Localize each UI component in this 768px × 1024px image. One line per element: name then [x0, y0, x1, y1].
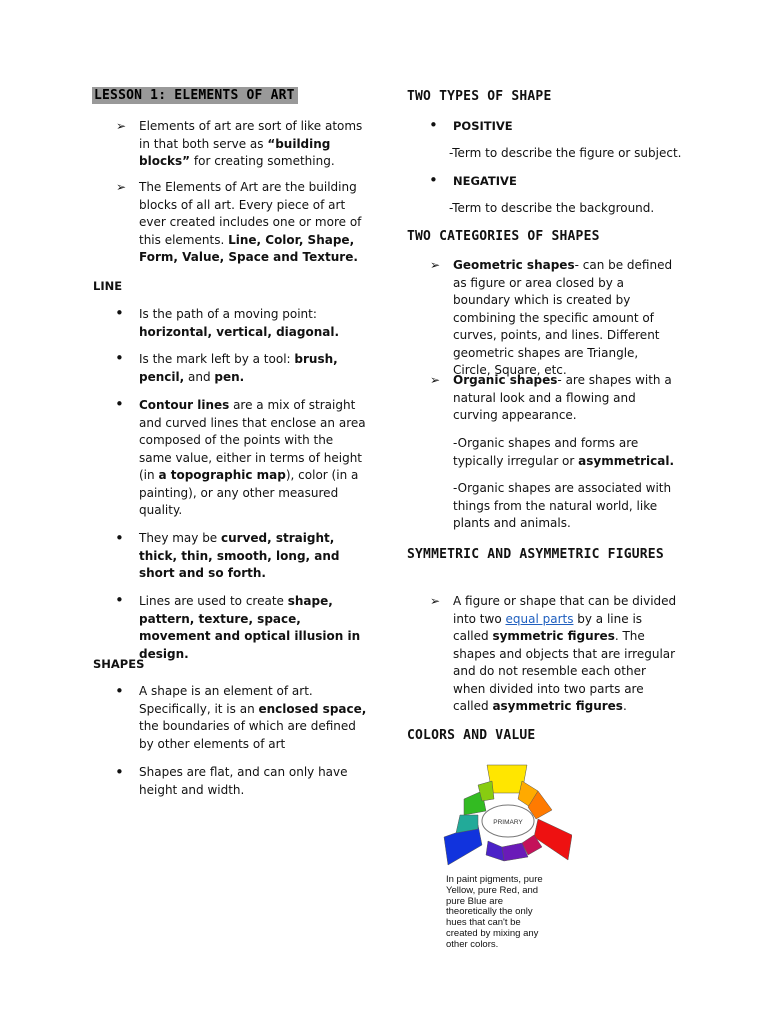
arrow-bullet-icon: ➢ — [430, 594, 441, 608]
bullet-icon: • — [429, 116, 438, 134]
intro-paragraph-2: The Elements of Art are the building blocks of all art. Every piece of art ever created includes one or more of this elements. Line, Color, Shape, Form, Value, Space and Texture. — [139, 180, 362, 264]
bullet-icon: • — [429, 171, 438, 189]
colors-heading: COLORS AND VALUE — [407, 728, 536, 743]
line-heading: LINE — [93, 279, 123, 293]
negative-description: -Term to describe the background. — [449, 201, 655, 215]
red-segment — [534, 819, 572, 860]
bullet-icon: • — [115, 591, 124, 609]
bullet-icon: • — [115, 763, 124, 781]
negative-label: NEGATIVE — [453, 174, 517, 188]
intro-paragraph-1: Elements of art are sort of like atoms in that both serve as “building blocks” for creating something. — [139, 119, 363, 168]
organic-note-1: -Organic shapes and forms are typically irregular or asymmetrical. — [453, 436, 675, 468]
bullet-icon: • — [115, 349, 124, 367]
shape-item-2: Shapes are flat, and can only have height and width. — [139, 765, 348, 797]
color-wheel-image — [442, 755, 572, 870]
organic-shapes-item: Organic shapes- are shapes with a natural look and a flowing and curving appearance. — [453, 373, 672, 422]
line-item-2: Is the mark left by a tool: brush, pencil, and pen. — [139, 352, 338, 384]
symmetric-heading: SYMMETRIC AND ASYMMETRIC FIGURES — [407, 547, 664, 562]
line-item-5: Lines are used to create shape, pattern, texture, space, movement and optical illusion in design. — [139, 594, 361, 661]
equal-parts-link[interactable]: equal parts — [505, 611, 574, 626]
arrow-bullet-icon: ➢ — [116, 119, 127, 133]
positive-description: -Term to describe the figure or subject. — [449, 146, 682, 160]
blue-violet-segment — [486, 841, 504, 861]
arrow-bullet-icon: ➢ — [116, 180, 127, 194]
color-wheel-figure — [442, 755, 572, 950]
wheel-caption: In paint pigments, pure Yellow, pure Red, and pure Blue are theoretically the only hues that can't be created by mixing any other colors. — [446, 874, 543, 950]
arrow-bullet-icon: ➢ — [430, 373, 441, 387]
bullet-icon: • — [115, 395, 124, 413]
positive-label: POSITIVE — [453, 119, 513, 133]
bullet-icon: • — [115, 529, 124, 547]
primary-label: PRIMARY — [493, 819, 523, 826]
line-item-3: Contour lines are a mix of straight and curved lines that enclose an area composed of the points with the same value, either in terms of height (in a topographic map), color (in a painting), or any other measured quality. — [139, 398, 366, 517]
categories-heading: TWO CATEGORIES OF SHAPES — [407, 229, 600, 244]
bullet-icon: • — [115, 682, 124, 700]
bullet-icon: • — [115, 304, 124, 322]
shape-item-1: A shape is an element of art. Specifically, it is an enclosed space, the boundaries of which are defined by other elements of art — [139, 684, 367, 751]
shapes-heading: SHAPES — [93, 657, 145, 671]
symmetric-item: A figure or shape that can be divided into two equal parts by a line is called symmetric figures. The shapes and objects that are irregular and do not resemble each other when divided into two parts are called asymmetric figures. — [453, 594, 677, 713]
arrow-bullet-icon: ➢ — [430, 258, 441, 272]
organic-note-2: -Organic shapes are associated with things from the natural world, like plants and animals. — [453, 481, 672, 530]
line-item-4: They may be curved, straight, thick, thin, smooth, long, and short and so forth. — [139, 531, 340, 580]
line-item-1: Is the path of a moving point: horizontal, vertical, diagonal. — [139, 307, 340, 339]
lesson-title: LESSON 1: ELEMENTS OF ART — [92, 87, 298, 104]
geometric-shapes-item: Geometric shapes- can be defined as figure or area closed by a boundary which is created by combining the specific amount of curves, points, and lines. Different geometric shapes are Triangle, Circle, Square, etc. — [453, 258, 673, 377]
two-types-heading: TWO TYPES OF SHAPE — [407, 89, 552, 104]
